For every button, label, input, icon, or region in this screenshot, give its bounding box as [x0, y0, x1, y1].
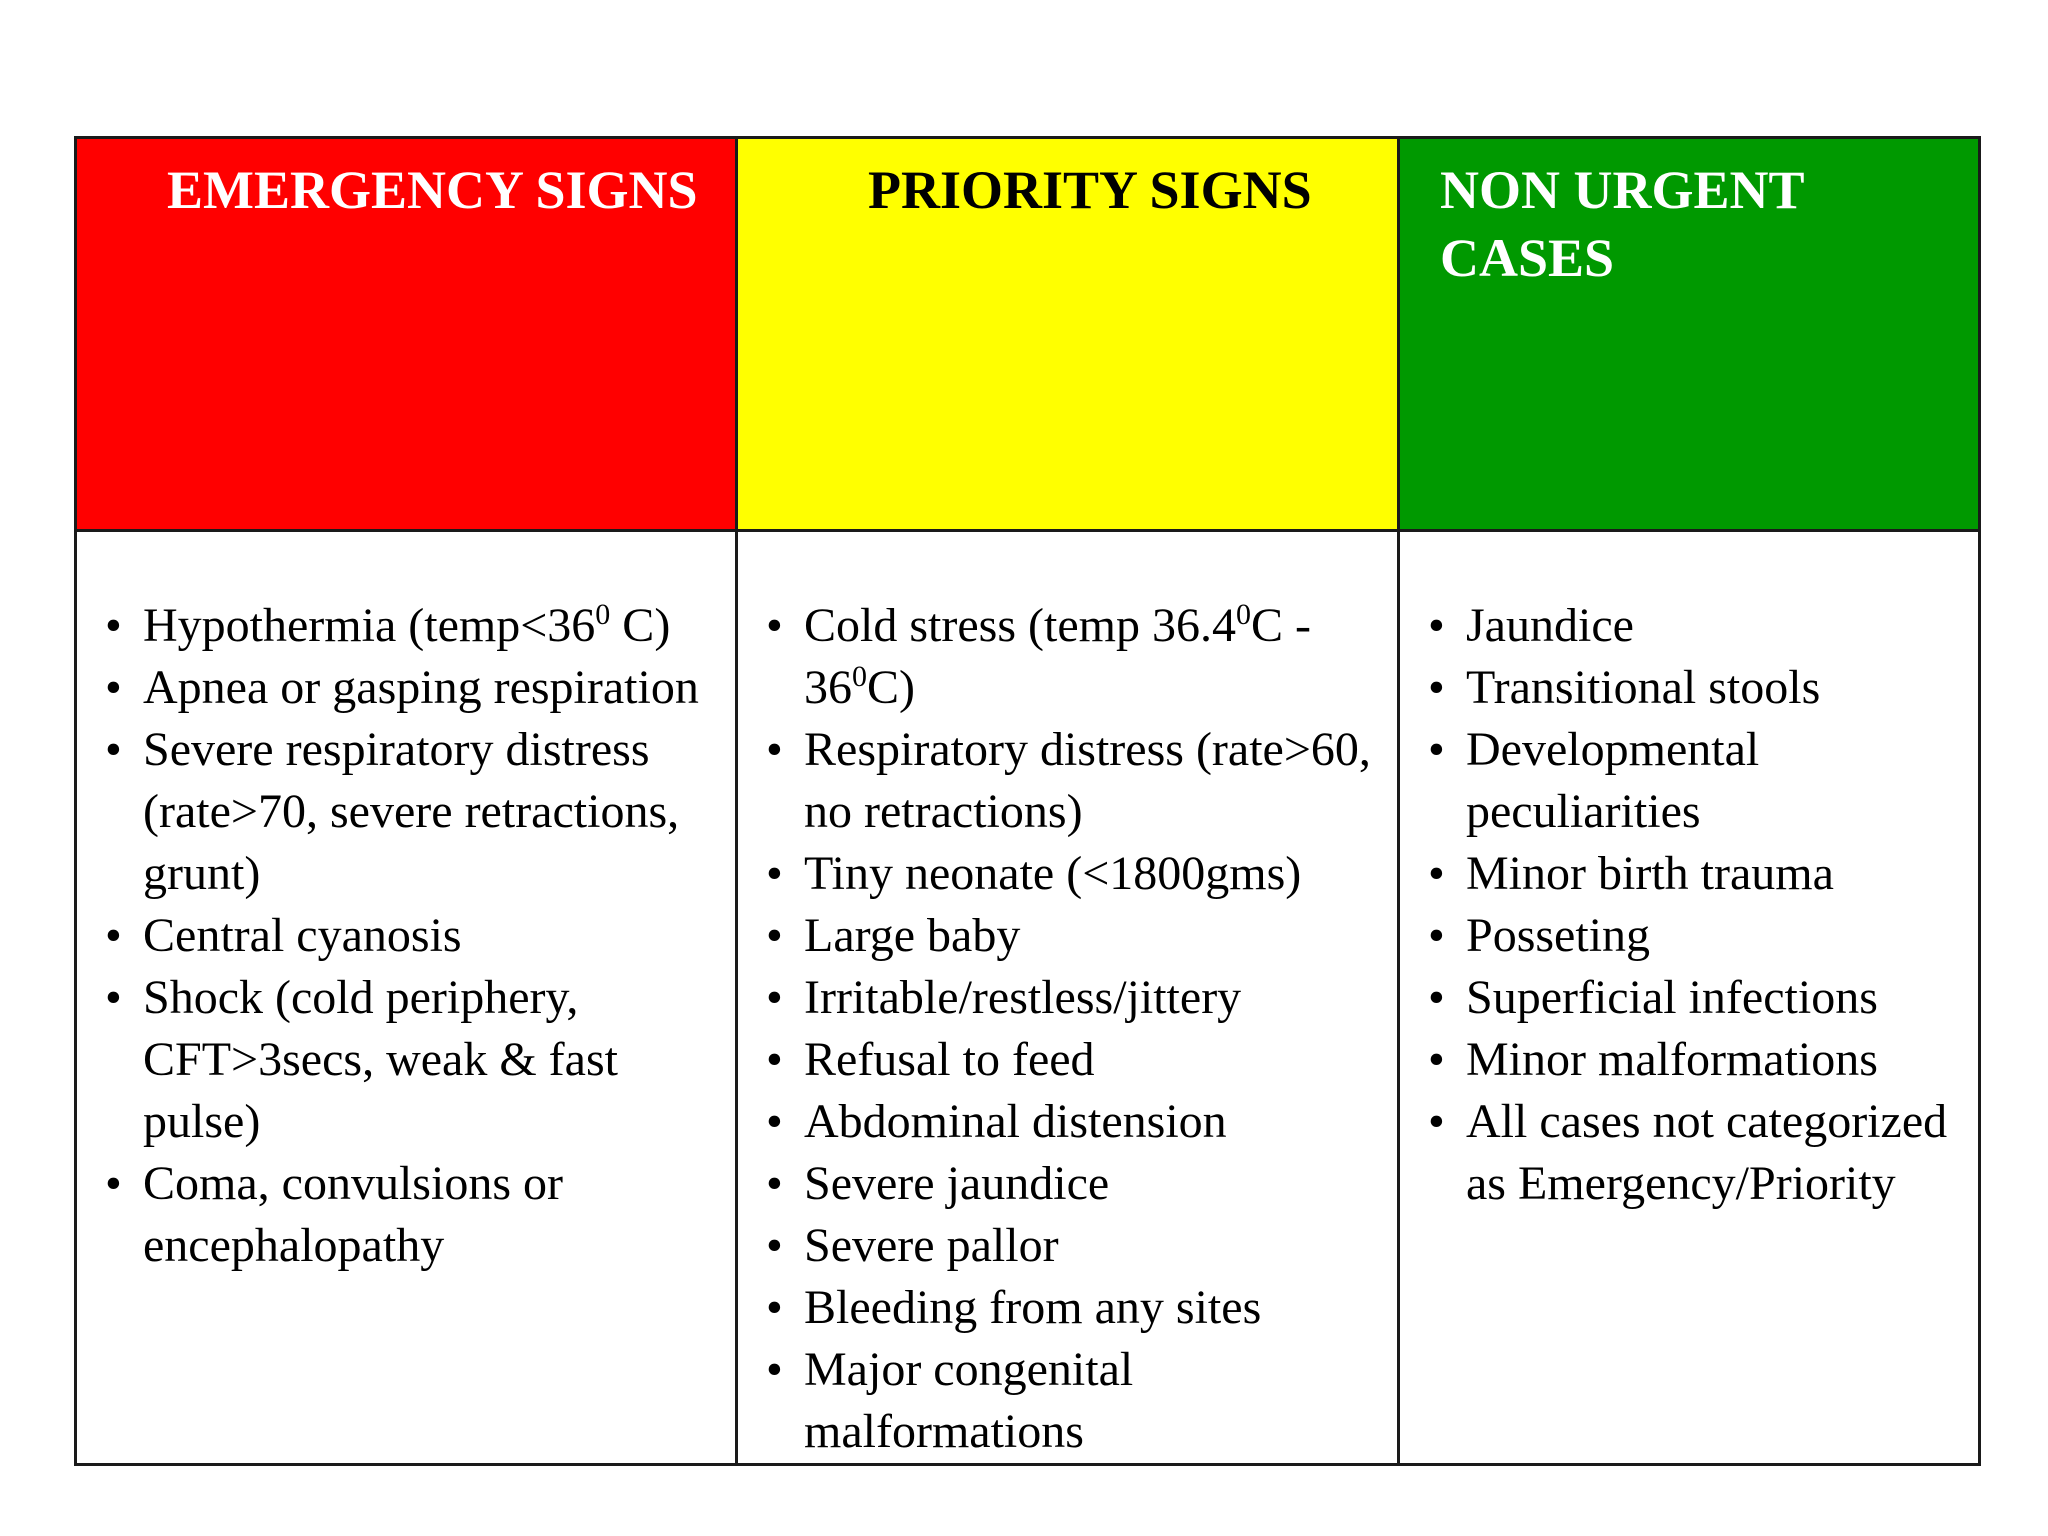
priority-sign-item: • Severe pallor: [738, 1215, 1397, 1277]
priority-sign-item: • Major congenital malformations: [738, 1339, 1397, 1463]
emergency-sign-text: Hypothermia (temp<36: [143, 599, 596, 652]
body-row: [76, 531, 1980, 1465]
priority-signs-header: [737, 138, 1399, 531]
priority-sign-item: • Severe jaundice: [738, 1153, 1397, 1215]
priority-sign-text: C - 36: [804, 599, 1311, 714]
non-urgent-case-item: • Transitional stools: [1400, 657, 1978, 719]
degree-superscript: 0: [1235, 598, 1251, 631]
emergency-signs-header: [76, 138, 737, 531]
degree-superscript: 0: [852, 660, 867, 693]
emergency-sign-item: • Central cyanosis: [77, 905, 735, 967]
priority-signs-title: PRIORITY SIGNS: [868, 160, 1312, 220]
emergency-signs-list: [77, 532, 735, 1277]
priority-sign-item: • Tiny neonate (<1800gms): [738, 843, 1397, 905]
priority-sign-item: • Irritable/restless/jittery: [738, 967, 1397, 1029]
non-urgent-case-item: • Developmental peculiarities: [1400, 719, 1978, 843]
priority-sign-item: • Large baby: [738, 905, 1397, 967]
priority-sign-text: Cold stress (temp 36.4: [804, 599, 1236, 652]
non-urgent-cases-cell: [1399, 531, 1980, 1465]
header-row: [76, 138, 1980, 531]
non-urgent-case-item: • Minor birth trauma: [1400, 843, 1978, 905]
priority-sign-item: • Abdominal distension: [738, 1091, 1397, 1153]
priority-signs-cell: [737, 531, 1399, 1465]
non-urgent-cases-title: NON URGENT CASES: [1440, 160, 1804, 288]
priority-sign-item: • Bleeding from any sites: [738, 1277, 1397, 1339]
triage-table: [74, 136, 1981, 1466]
priority-sign-item: [738, 595, 1397, 719]
emergency-sign-item: [77, 595, 735, 657]
priority-sign-item: • Respiratory distress (rate>60, no retractions): [738, 719, 1397, 843]
priority-sign-item: • Refusal to feed: [738, 1029, 1397, 1091]
emergency-sign-text: C): [610, 599, 671, 652]
emergency-sign-item: • Coma, convulsions or encephalopathy: [77, 1153, 735, 1277]
emergency-signs-cell: [76, 531, 737, 1465]
emergency-sign-item: • Shock (cold periphery, CFT>3secs, weak & fast pulse): [77, 967, 735, 1153]
non-urgent-case-item: • Minor malformations: [1400, 1029, 1978, 1091]
priority-signs-list: [738, 532, 1397, 1463]
non-urgent-case-item: • All cases not categorized as Emergency/Priority: [1400, 1091, 1978, 1215]
emergency-signs-title: EMERGENCY SIGNS: [167, 160, 698, 220]
non-urgent-case-item: • Posseting: [1400, 905, 1978, 967]
degree-superscript: 0: [595, 598, 611, 631]
priority-sign-text: C): [867, 661, 915, 714]
non-urgent-cases-list: [1400, 532, 1978, 1215]
non-urgent-case-item: • Superficial infections: [1400, 967, 1978, 1029]
non-urgent-cases-header: [1399, 138, 1980, 531]
emergency-sign-item: • Severe respiratory distress (rate>70, severe retractions, grunt): [77, 719, 735, 905]
emergency-sign-item: • Apnea or gasping respiration: [77, 657, 735, 719]
non-urgent-case-item: • Jaundice: [1400, 595, 1978, 657]
